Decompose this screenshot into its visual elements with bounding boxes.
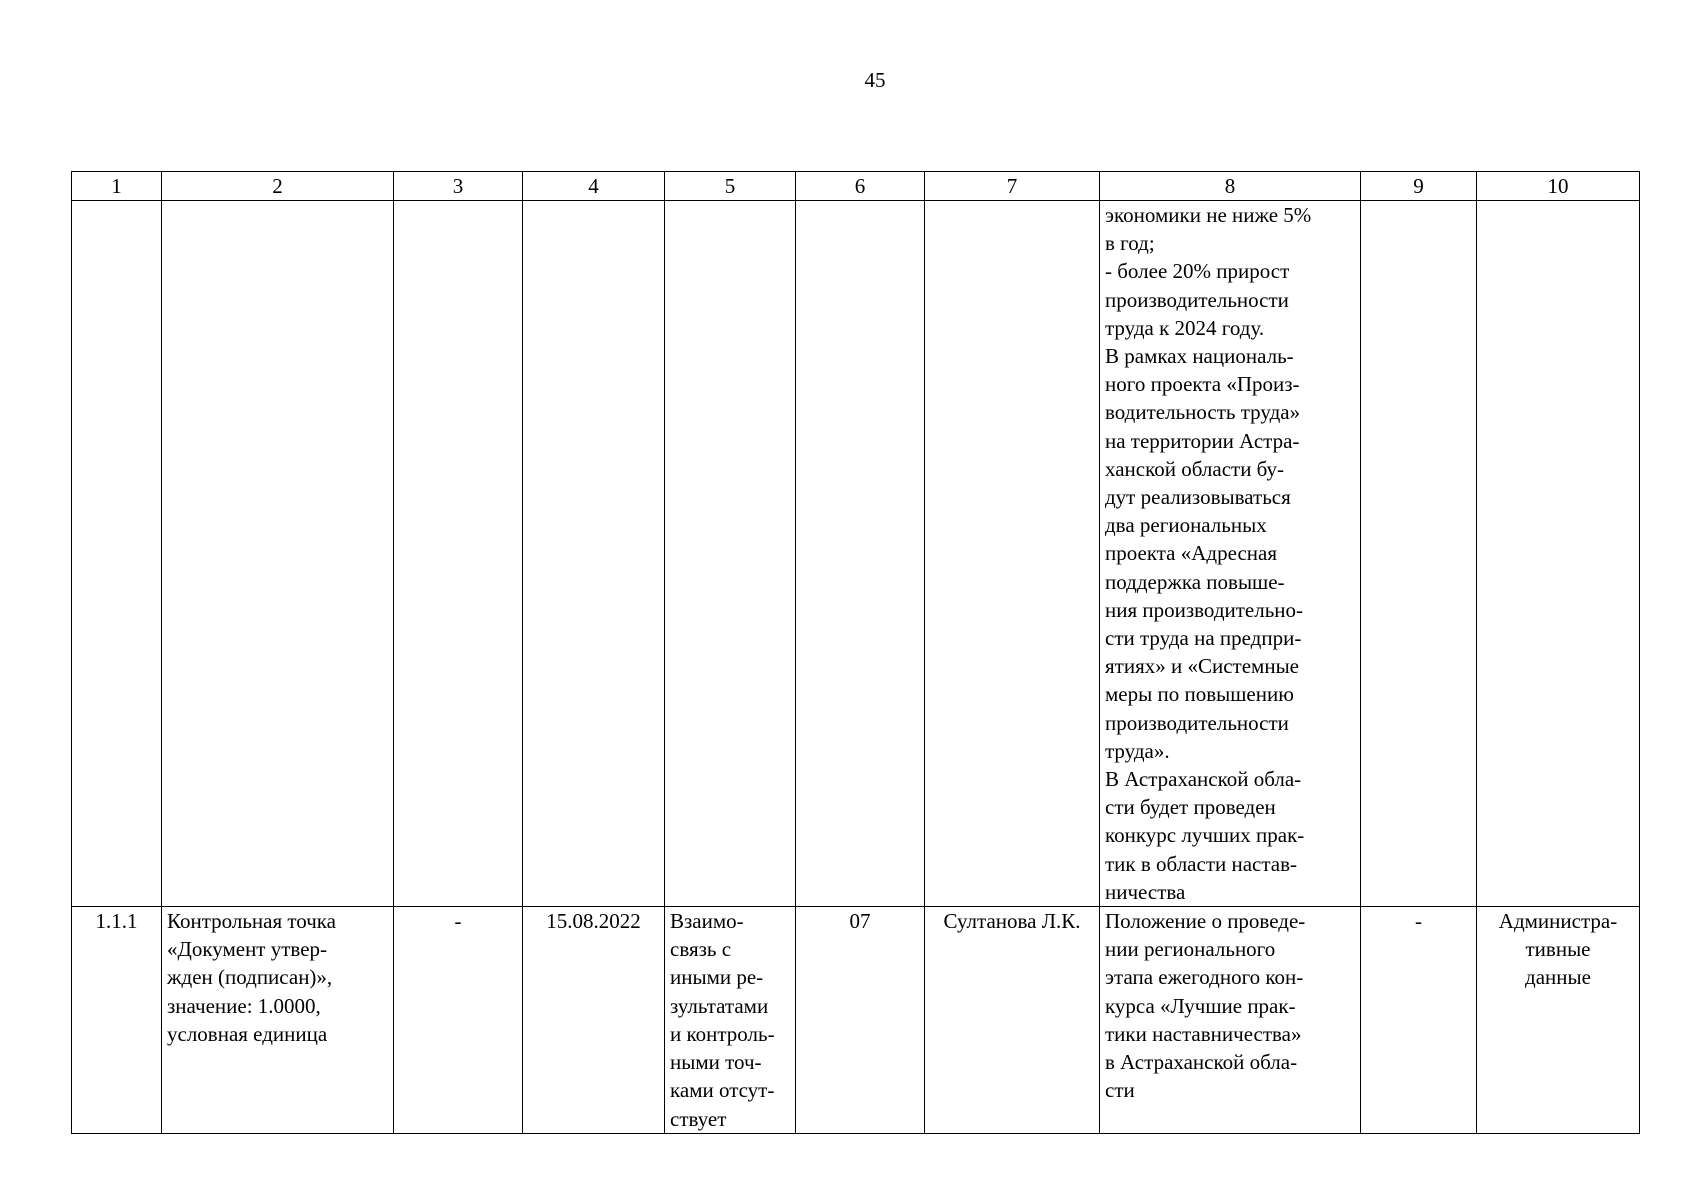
text-line: сти будет проведен (1105, 795, 1276, 820)
text-line: экономики не ниже 5% (1105, 203, 1312, 227)
data-source-cell (1477, 907, 1640, 1134)
column-header-2: 2 (162, 172, 394, 201)
column-header-5: 5 (665, 172, 796, 201)
column-header-10: 10 (1477, 172, 1640, 201)
text-line: сти труда на предпри- (1105, 626, 1302, 651)
text-line: зультатами (670, 993, 769, 1018)
document-description-cell (1100, 907, 1361, 1134)
text-line: связь с (670, 937, 732, 962)
text-line: «Документ утвер- (167, 937, 328, 962)
text-line: Положение о проведе- (1105, 909, 1306, 934)
text-line: В Астраханской обла- (1105, 767, 1302, 792)
relation-cell (665, 907, 796, 1134)
text-line: иными ре- (670, 965, 764, 990)
text-line: меры по повышению (1105, 682, 1294, 707)
text-line: значение: 1.0000, (167, 993, 321, 1018)
text-line: ния производительно- (1105, 597, 1304, 622)
text-line: тивные (1525, 937, 1591, 962)
control-point-cell (162, 907, 394, 1134)
plan-table (71, 171, 1640, 1134)
column-header-3: 3 (394, 172, 523, 201)
text-line: Администра- (1498, 909, 1618, 934)
text-line: труда к 2024 году. (1105, 315, 1265, 340)
table-row-1-1-1 (72, 907, 1640, 1134)
text-line: ками отсут- (670, 1078, 775, 1103)
text-line: жден (подписан)», (167, 965, 333, 990)
text-line: проекта «Адресная (1105, 541, 1277, 566)
text-line: условная единица (167, 1021, 328, 1046)
column-header-8: 8 (1100, 172, 1361, 201)
row-number-cell: 1.1.1 (72, 907, 162, 1134)
code-cell: 07 (796, 907, 925, 1134)
column-header-9: 9 (1361, 172, 1477, 201)
date-cell: 15.08.2022 (523, 907, 665, 1134)
text-line: тик в области настав- (1105, 851, 1298, 876)
text-line: ятиях» и «Системные (1105, 654, 1299, 679)
text-line: в год; (1105, 231, 1155, 256)
text-line: ными точ- (670, 1050, 762, 1075)
column-header-1: 1 (72, 172, 162, 201)
text-line: водительность труда» (1105, 400, 1301, 425)
column-header-4: 4 (523, 172, 665, 201)
text-line: поддержка повыше- (1105, 569, 1285, 594)
text-line: конкурс лучших прак- (1105, 823, 1305, 848)
cont-cell-10 (1477, 201, 1640, 907)
text-line: В рамках националь- (1105, 344, 1294, 369)
column-header-6: 6 (796, 172, 925, 201)
responsible-person-cell: Султанова Л.К. (925, 907, 1100, 1134)
cont-cell-9 (1361, 201, 1477, 907)
text-line: курса «Лучшие прак- (1105, 993, 1296, 1018)
text-line: ничества (1105, 879, 1186, 904)
cont-cell-5 (665, 201, 796, 907)
text-line: Взаимо- (670, 909, 744, 934)
text-line: сти (1105, 1078, 1135, 1103)
text-line: труда». (1105, 738, 1170, 763)
text-line: ного проекта «Произ- (1105, 372, 1300, 397)
text-line: этапа ежегодного кон- (1105, 965, 1304, 990)
text-line: Контрольная точка (167, 909, 337, 934)
cont-cell-8-description (1100, 201, 1361, 907)
page-number: 45 (864, 68, 886, 92)
col3-cell: - (394, 907, 523, 1134)
text-line: дут реализовываться (1105, 485, 1291, 510)
column-header-7: 7 (925, 172, 1100, 201)
text-line: нии регионального (1105, 937, 1276, 962)
cont-cell-3 (394, 201, 523, 907)
header-row (72, 172, 1640, 201)
cont-cell-4 (523, 201, 665, 907)
text-line: и контроль- (670, 1021, 775, 1046)
text-line: производительности (1105, 710, 1289, 735)
text-line: два региональных (1105, 513, 1267, 538)
col9-cell: - (1361, 907, 1477, 1134)
text-line: данные (1525, 965, 1591, 990)
continuation-row (72, 201, 1640, 907)
text-line: тики наставничества» (1105, 1021, 1302, 1046)
cont-cell-2 (162, 201, 394, 907)
cont-cell-7 (925, 201, 1100, 907)
text-line: производительности (1105, 287, 1289, 312)
text-line: в Астраханской обла- (1105, 1050, 1298, 1075)
text-line: на территории Астра- (1105, 428, 1300, 453)
text-line: - более 20% прирост (1105, 259, 1290, 284)
text-line: ствует (670, 1106, 727, 1131)
text-line: ханской области бу- (1105, 456, 1285, 481)
cont-cell-1 (72, 201, 162, 907)
cont-cell-6 (796, 201, 925, 907)
